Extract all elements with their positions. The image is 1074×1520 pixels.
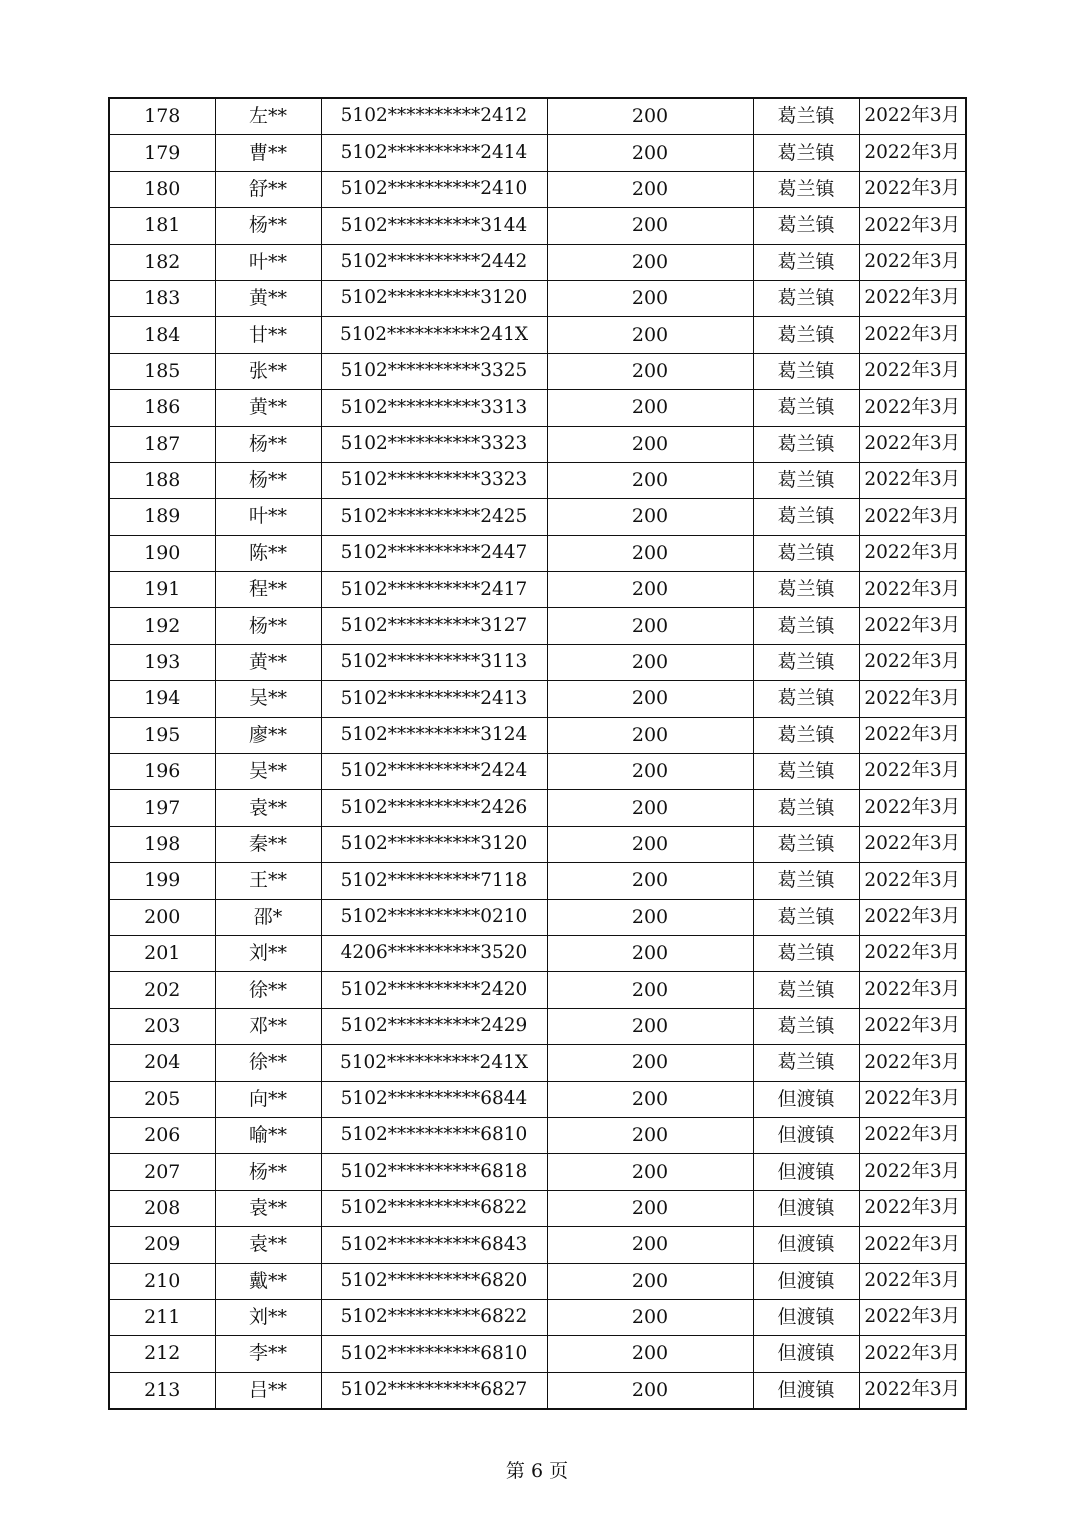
id-number-cell: 5102**********3323 bbox=[321, 426, 547, 462]
amount-cell: 200 bbox=[547, 390, 753, 426]
town-cell: 葛兰镇 bbox=[753, 390, 859, 426]
name-cell: 黄** bbox=[215, 390, 321, 426]
table-row bbox=[109, 98, 966, 135]
row-number-cell: 206 bbox=[109, 1117, 215, 1153]
date-cell: 2022年3月 bbox=[859, 317, 966, 353]
row-number-cell: 203 bbox=[109, 1008, 215, 1044]
name-cell: 杨** bbox=[215, 462, 321, 498]
id-number-cell: 5102**********2442 bbox=[321, 244, 547, 280]
town-cell: 但渡镇 bbox=[753, 1117, 859, 1153]
date-cell: 2022年3月 bbox=[859, 1117, 966, 1153]
row-number-cell: 199 bbox=[109, 863, 215, 899]
id-number-cell: 5102**********6827 bbox=[321, 1372, 547, 1409]
table-row bbox=[109, 826, 966, 862]
amount-cell: 200 bbox=[547, 1299, 753, 1335]
id-number-cell: 5102**********2447 bbox=[321, 535, 547, 571]
town-cell: 葛兰镇 bbox=[753, 280, 859, 316]
date-cell: 2022年3月 bbox=[859, 208, 966, 244]
name-cell: 黄** bbox=[215, 280, 321, 316]
town-cell: 葛兰镇 bbox=[753, 863, 859, 899]
town-cell: 但渡镇 bbox=[753, 1081, 859, 1117]
row-number-cell: 208 bbox=[109, 1190, 215, 1226]
date-cell: 2022年3月 bbox=[859, 790, 966, 826]
date-cell: 2022年3月 bbox=[859, 1008, 966, 1044]
name-cell: 杨** bbox=[215, 608, 321, 644]
name-cell: 徐** bbox=[215, 972, 321, 1008]
row-number-cell: 192 bbox=[109, 608, 215, 644]
id-number-cell: 5102**********3325 bbox=[321, 353, 547, 389]
date-cell: 2022年3月 bbox=[859, 681, 966, 717]
row-number-cell: 182 bbox=[109, 244, 215, 280]
table-row bbox=[109, 1372, 966, 1409]
name-cell: 邓** bbox=[215, 1008, 321, 1044]
date-cell: 2022年3月 bbox=[859, 1336, 966, 1372]
town-cell: 葛兰镇 bbox=[753, 899, 859, 935]
town-cell: 葛兰镇 bbox=[753, 1008, 859, 1044]
table-row bbox=[109, 1263, 966, 1299]
date-cell: 2022年3月 bbox=[859, 499, 966, 535]
table-row bbox=[109, 863, 966, 899]
id-number-cell: 5102**********6822 bbox=[321, 1190, 547, 1226]
amount-cell: 200 bbox=[547, 426, 753, 462]
id-number-cell: 5102**********241X bbox=[321, 317, 547, 353]
name-cell: 吴** bbox=[215, 681, 321, 717]
table-row bbox=[109, 717, 966, 753]
amount-cell: 200 bbox=[547, 1045, 753, 1081]
name-cell: 徐** bbox=[215, 1045, 321, 1081]
town-cell: 葛兰镇 bbox=[753, 826, 859, 862]
date-cell: 2022年3月 bbox=[859, 572, 966, 608]
name-cell: 陈** bbox=[215, 535, 321, 571]
table-row bbox=[109, 1299, 966, 1335]
amount-cell: 200 bbox=[547, 644, 753, 680]
id-number-cell: 5102**********3120 bbox=[321, 826, 547, 862]
row-number-cell: 189 bbox=[109, 499, 215, 535]
amount-cell: 200 bbox=[547, 1008, 753, 1044]
town-cell: 葛兰镇 bbox=[753, 244, 859, 280]
row-number-cell: 196 bbox=[109, 754, 215, 790]
row-number-cell: 186 bbox=[109, 390, 215, 426]
amount-cell: 200 bbox=[547, 863, 753, 899]
table-row bbox=[109, 499, 966, 535]
amount-cell: 200 bbox=[547, 754, 753, 790]
amount-cell: 200 bbox=[547, 790, 753, 826]
table-row bbox=[109, 790, 966, 826]
id-number-cell: 5102**********241X bbox=[321, 1045, 547, 1081]
town-cell: 葛兰镇 bbox=[753, 572, 859, 608]
id-number-cell: 5102**********6810 bbox=[321, 1117, 547, 1153]
id-number-cell: 5102**********2426 bbox=[321, 790, 547, 826]
name-cell: 刘** bbox=[215, 935, 321, 971]
date-cell: 2022年3月 bbox=[859, 644, 966, 680]
town-cell: 葛兰镇 bbox=[753, 681, 859, 717]
table-row bbox=[109, 208, 966, 244]
id-number-cell: 5102**********7118 bbox=[321, 863, 547, 899]
amount-cell: 200 bbox=[547, 1154, 753, 1190]
town-cell: 葛兰镇 bbox=[753, 644, 859, 680]
table-row bbox=[109, 135, 966, 171]
id-number-cell: 5102**********2420 bbox=[321, 972, 547, 1008]
row-number-cell: 180 bbox=[109, 171, 215, 207]
row-number-cell: 197 bbox=[109, 790, 215, 826]
table-row bbox=[109, 644, 966, 680]
amount-cell: 200 bbox=[547, 499, 753, 535]
id-number-cell: 5102**********3313 bbox=[321, 390, 547, 426]
town-cell: 葛兰镇 bbox=[753, 98, 859, 135]
table-row bbox=[109, 1117, 966, 1153]
amount-cell: 200 bbox=[547, 1190, 753, 1226]
date-cell: 2022年3月 bbox=[859, 608, 966, 644]
table-row bbox=[109, 754, 966, 790]
table-row bbox=[109, 353, 966, 389]
amount-cell: 200 bbox=[547, 572, 753, 608]
id-number-cell: 5102**********3124 bbox=[321, 717, 547, 753]
amount-cell: 200 bbox=[547, 1081, 753, 1117]
town-cell: 葛兰镇 bbox=[753, 754, 859, 790]
row-number-cell: 201 bbox=[109, 935, 215, 971]
town-cell: 葛兰镇 bbox=[753, 535, 859, 571]
table-row bbox=[109, 1336, 966, 1372]
table-row bbox=[109, 462, 966, 498]
id-number-cell: 5102**********2414 bbox=[321, 135, 547, 171]
id-number-cell: 5102**********2410 bbox=[321, 171, 547, 207]
row-number-cell: 210 bbox=[109, 1263, 215, 1299]
table-row bbox=[109, 899, 966, 935]
row-number-cell: 200 bbox=[109, 899, 215, 935]
amount-cell: 200 bbox=[547, 535, 753, 571]
row-number-cell: 198 bbox=[109, 826, 215, 862]
row-number-cell: 207 bbox=[109, 1154, 215, 1190]
name-cell: 戴** bbox=[215, 1263, 321, 1299]
amount-cell: 200 bbox=[547, 171, 753, 207]
row-number-cell: 204 bbox=[109, 1045, 215, 1081]
name-cell: 程** bbox=[215, 572, 321, 608]
date-cell: 2022年3月 bbox=[859, 717, 966, 753]
date-cell: 2022年3月 bbox=[859, 135, 966, 171]
town-cell: 但渡镇 bbox=[753, 1190, 859, 1226]
date-cell: 2022年3月 bbox=[859, 972, 966, 1008]
town-cell: 但渡镇 bbox=[753, 1227, 859, 1263]
records-table bbox=[108, 97, 967, 1410]
amount-cell: 200 bbox=[547, 317, 753, 353]
row-number-cell: 211 bbox=[109, 1299, 215, 1335]
table-row bbox=[109, 572, 966, 608]
date-cell: 2022年3月 bbox=[859, 1190, 966, 1226]
table-row bbox=[109, 1081, 966, 1117]
town-cell: 葛兰镇 bbox=[753, 353, 859, 389]
town-cell: 葛兰镇 bbox=[753, 317, 859, 353]
town-cell: 葛兰镇 bbox=[753, 171, 859, 207]
table-row bbox=[109, 390, 966, 426]
id-number-cell: 5102**********2425 bbox=[321, 499, 547, 535]
name-cell: 左** bbox=[215, 98, 321, 135]
name-cell: 吴** bbox=[215, 754, 321, 790]
date-cell: 2022年3月 bbox=[859, 171, 966, 207]
amount-cell: 200 bbox=[547, 135, 753, 171]
id-number-cell: 5102**********2413 bbox=[321, 681, 547, 717]
amount-cell: 200 bbox=[547, 1263, 753, 1299]
town-cell: 葛兰镇 bbox=[753, 790, 859, 826]
row-number-cell: 179 bbox=[109, 135, 215, 171]
table-row bbox=[109, 1008, 966, 1044]
row-number-cell: 194 bbox=[109, 681, 215, 717]
name-cell: 向** bbox=[215, 1081, 321, 1117]
name-cell: 曹** bbox=[215, 135, 321, 171]
table-row bbox=[109, 1045, 966, 1081]
row-number-cell: 209 bbox=[109, 1227, 215, 1263]
date-cell: 2022年3月 bbox=[859, 1372, 966, 1409]
name-cell: 甘** bbox=[215, 317, 321, 353]
amount-cell: 200 bbox=[547, 353, 753, 389]
id-number-cell: 5102**********2424 bbox=[321, 754, 547, 790]
town-cell: 葛兰镇 bbox=[753, 717, 859, 753]
id-number-cell: 5102**********2412 bbox=[321, 98, 547, 135]
town-cell: 葛兰镇 bbox=[753, 135, 859, 171]
date-cell: 2022年3月 bbox=[859, 826, 966, 862]
table-row bbox=[109, 426, 966, 462]
amount-cell: 200 bbox=[547, 681, 753, 717]
date-cell: 2022年3月 bbox=[859, 1299, 966, 1335]
name-cell: 张** bbox=[215, 353, 321, 389]
date-cell: 2022年3月 bbox=[859, 280, 966, 316]
table-row bbox=[109, 535, 966, 571]
id-number-cell: 5102**********2417 bbox=[321, 572, 547, 608]
town-cell: 但渡镇 bbox=[753, 1299, 859, 1335]
table-row bbox=[109, 280, 966, 316]
page-number: 第 6 页 bbox=[505, 1460, 569, 1482]
amount-cell: 200 bbox=[547, 972, 753, 1008]
date-cell: 2022年3月 bbox=[859, 462, 966, 498]
town-cell: 葛兰镇 bbox=[753, 935, 859, 971]
row-number-cell: 185 bbox=[109, 353, 215, 389]
amount-cell: 200 bbox=[547, 1336, 753, 1372]
id-number-cell: 5102**********6810 bbox=[321, 1336, 547, 1372]
row-number-cell: 193 bbox=[109, 644, 215, 680]
row-number-cell: 188 bbox=[109, 462, 215, 498]
date-cell: 2022年3月 bbox=[859, 863, 966, 899]
amount-cell: 200 bbox=[547, 208, 753, 244]
row-number-cell: 213 bbox=[109, 1372, 215, 1409]
name-cell: 袁** bbox=[215, 1190, 321, 1226]
amount-cell: 200 bbox=[547, 98, 753, 135]
name-cell: 杨** bbox=[215, 1154, 321, 1190]
table-row bbox=[109, 681, 966, 717]
amount-cell: 200 bbox=[547, 244, 753, 280]
id-number-cell: 5102**********3127 bbox=[321, 608, 547, 644]
id-number-cell: 5102**********3113 bbox=[321, 644, 547, 680]
name-cell: 杨** bbox=[215, 208, 321, 244]
amount-cell: 200 bbox=[547, 608, 753, 644]
date-cell: 2022年3月 bbox=[859, 754, 966, 790]
id-number-cell: 5102**********6844 bbox=[321, 1081, 547, 1117]
town-cell: 葛兰镇 bbox=[753, 1045, 859, 1081]
date-cell: 2022年3月 bbox=[859, 535, 966, 571]
name-cell: 杨** bbox=[215, 426, 321, 462]
name-cell: 喻** bbox=[215, 1117, 321, 1153]
row-number-cell: 202 bbox=[109, 972, 215, 1008]
row-number-cell: 187 bbox=[109, 426, 215, 462]
row-number-cell: 183 bbox=[109, 280, 215, 316]
amount-cell: 200 bbox=[547, 280, 753, 316]
date-cell: 2022年3月 bbox=[859, 1154, 966, 1190]
id-number-cell: 5102**********0210 bbox=[321, 899, 547, 935]
row-number-cell: 195 bbox=[109, 717, 215, 753]
town-cell: 葛兰镇 bbox=[753, 608, 859, 644]
row-number-cell: 181 bbox=[109, 208, 215, 244]
date-cell: 2022年3月 bbox=[859, 426, 966, 462]
id-number-cell: 5102**********2429 bbox=[321, 1008, 547, 1044]
town-cell: 葛兰镇 bbox=[753, 426, 859, 462]
row-number-cell: 190 bbox=[109, 535, 215, 571]
amount-cell: 200 bbox=[547, 826, 753, 862]
name-cell: 黄** bbox=[215, 644, 321, 680]
date-cell: 2022年3月 bbox=[859, 1227, 966, 1263]
table-row bbox=[109, 317, 966, 353]
name-cell: 舒** bbox=[215, 171, 321, 207]
table-row bbox=[109, 608, 966, 644]
name-cell: 李** bbox=[215, 1336, 321, 1372]
name-cell: 袁** bbox=[215, 1227, 321, 1263]
id-number-cell: 5102**********3323 bbox=[321, 462, 547, 498]
id-number-cell: 5102**********3120 bbox=[321, 280, 547, 316]
name-cell: 王** bbox=[215, 863, 321, 899]
name-cell: 吕** bbox=[215, 1372, 321, 1409]
table-row bbox=[109, 1190, 966, 1226]
town-cell: 葛兰镇 bbox=[753, 972, 859, 1008]
table-row bbox=[109, 244, 966, 280]
id-number-cell: 4206**********3520 bbox=[321, 935, 547, 971]
id-number-cell: 5102**********3144 bbox=[321, 208, 547, 244]
id-number-cell: 5102**********6843 bbox=[321, 1227, 547, 1263]
date-cell: 2022年3月 bbox=[859, 98, 966, 135]
row-number-cell: 184 bbox=[109, 317, 215, 353]
amount-cell: 200 bbox=[547, 717, 753, 753]
amount-cell: 200 bbox=[547, 899, 753, 935]
row-number-cell: 191 bbox=[109, 572, 215, 608]
table-row bbox=[109, 1154, 966, 1190]
records-table-body bbox=[109, 98, 966, 1409]
row-number-cell: 178 bbox=[109, 98, 215, 135]
row-number-cell: 212 bbox=[109, 1336, 215, 1372]
town-cell: 但渡镇 bbox=[753, 1336, 859, 1372]
date-cell: 2022年3月 bbox=[859, 353, 966, 389]
name-cell: 刘** bbox=[215, 1299, 321, 1335]
name-cell: 叶** bbox=[215, 499, 321, 535]
date-cell: 2022年3月 bbox=[859, 1081, 966, 1117]
row-number-cell: 205 bbox=[109, 1081, 215, 1117]
amount-cell: 200 bbox=[547, 1372, 753, 1409]
id-number-cell: 5102**********6822 bbox=[321, 1299, 547, 1335]
town-cell: 葛兰镇 bbox=[753, 462, 859, 498]
amount-cell: 200 bbox=[547, 1117, 753, 1153]
date-cell: 2022年3月 bbox=[859, 244, 966, 280]
town-cell: 但渡镇 bbox=[753, 1372, 859, 1409]
amount-cell: 200 bbox=[547, 935, 753, 971]
name-cell: 廖** bbox=[215, 717, 321, 753]
town-cell: 但渡镇 bbox=[753, 1154, 859, 1190]
id-number-cell: 5102**********6820 bbox=[321, 1263, 547, 1299]
table-row bbox=[109, 935, 966, 971]
town-cell: 葛兰镇 bbox=[753, 499, 859, 535]
name-cell: 邵* bbox=[215, 899, 321, 935]
name-cell: 叶** bbox=[215, 244, 321, 280]
date-cell: 2022年3月 bbox=[859, 1045, 966, 1081]
date-cell: 2022年3月 bbox=[859, 1263, 966, 1299]
amount-cell: 200 bbox=[547, 462, 753, 498]
amount-cell: 200 bbox=[547, 1227, 753, 1263]
town-cell: 葛兰镇 bbox=[753, 208, 859, 244]
table-row bbox=[109, 972, 966, 1008]
table-row bbox=[109, 1227, 966, 1263]
town-cell: 但渡镇 bbox=[753, 1263, 859, 1299]
id-number-cell: 5102**********6818 bbox=[321, 1154, 547, 1190]
date-cell: 2022年3月 bbox=[859, 935, 966, 971]
name-cell: 秦** bbox=[215, 826, 321, 862]
name-cell: 袁** bbox=[215, 790, 321, 826]
date-cell: 2022年3月 bbox=[859, 899, 966, 935]
date-cell: 2022年3月 bbox=[859, 390, 966, 426]
table-row bbox=[109, 171, 966, 207]
